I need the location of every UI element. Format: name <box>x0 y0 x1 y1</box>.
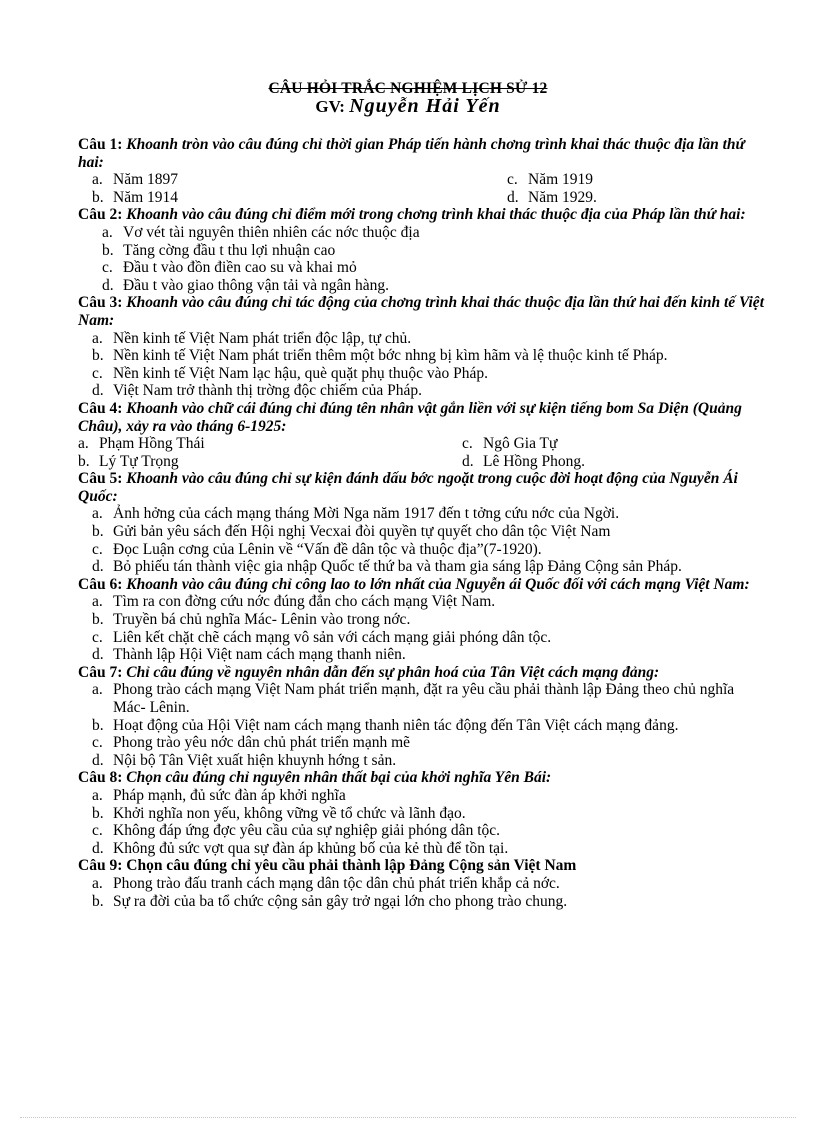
question-5: Câu 5: Khoanh vào câu đúng chỉ sự kiện đánh dấu bớc ngoặt trong cuộc đời hoạt động của Nguyễn Ái Quốc: a. Ảnh hởng của cách mạng tháng Mời Nga năm 1917 đến t tởng cứu nớc của Ngời. b. Gửi bản yêu sách đến Hội nghị Vecxai đòi quyền tự quyết cho dân tộc Việt Nam c. Đọc Luận cơng của Lênin về “Vấn đề dân tộc và thuộc địa”(7-1920). d. Bỏ phiếu tán thành việc gia nhập Quốc tế thứ ba và tham gia sáng lập Đảng Cộng sản Pháp. <box>78 470 738 576</box>
question-label: Câu 1 <box>78 136 118 153</box>
option-text: Phong trào đấu tranh cách mạng dân tộc dân chủ phát triển khắp cả nớc. <box>113 874 560 892</box>
question-6: Câu 6: Khoanh vào câu đúng chỉ công lao to lớn nhất của Nguyễn ái Quốc đối với cách mạng Việt Nam: a. Tìm ra con đờng cứu nớc đúng đắn cho cách mạng Việt Nam. b. Truyền bá chủ nghĩa Mác- Lênin vào trong nớc. c. Liên kết chặt chẽ cách mạng vô sản với cách mạng giải phóng dân tộc. d. Thành lập Hội Việt nam cách mạng thanh niên. <box>78 575 750 664</box>
option-letter: d. <box>92 646 104 664</box>
option-text: Ngô Gia Tự <box>483 435 558 453</box>
question-text: Khoanh vào câu đúng chỉ điểm mới trong chơng trình khai thác thuộc địa của Pháp lần thứ hai: <box>126 206 746 224</box>
option-text: Thành lập Hội Việt nam cách mạng thanh niên. <box>113 646 406 664</box>
option-text: Lê Hồng Phong. <box>483 452 586 470</box>
option-letter: a. <box>92 593 103 611</box>
question-text: Khoanh vào câu đúng chỉ tác động của chơng trình khai thác thuộc địa lần thứ hai đến kinh tế Việt Nam: <box>78 294 764 329</box>
option-text: Năm 1929. <box>528 188 597 206</box>
option-text: Sự ra đời của ba tổ chức cộng sản gây trở ngại lớn cho phong trào chung. <box>113 892 568 910</box>
question-9: Câu 9: Chọn câu đúng chỉ yêu cầu phải thành lập Đảng Cộng sản Việt Nam a. Phong trào đấu tranh cách mạng dân tộc dân chủ phát triển khắp cả nớc. b. Sự ra đời của ba tổ chức cộng sản gây trở ngại lớn cho phong trào chung. <box>78 857 577 910</box>
option-letter: c. <box>102 259 113 277</box>
question-label: Câu 3 <box>78 294 118 312</box>
question-label: Câu 5 <box>78 470 118 488</box>
option-letter: b. <box>92 611 104 629</box>
option-text: Lý Tự Trọng <box>99 452 179 470</box>
question-text: Chỉ câu đúng về nguyên nhân dẫn đến sự phân hoá của Tân Việt cách mạng đảng: <box>126 663 660 681</box>
option-text: Năm 1897 <box>113 171 179 189</box>
option-text: Việt Nam trở thành thị trờng độc chiếm của Pháp. <box>113 382 423 400</box>
option-letter: c. <box>462 435 473 453</box>
option-text: Pháp mạnh, đủ sức đàn áp khởi nghĩa <box>113 786 346 804</box>
question-4: Câu 4: Khoanh vào chữ cái đúng chỉ đúng tên nhân vật gắn liền với sự kiện tiếng bom Sa Diện (Quảng Châu), xảy ra vào tháng 6-1925: a. Phạm Hồng Thái c. Ngô Gia Tự b. Lý Tự Trọng d. Lê Hồng Phong. <box>78 399 742 470</box>
question-7: Câu 7: Chỉ câu đúng về nguyên nhân dẫn đến sự phân hoá của Tân Việt cách mạng đảng: a. Phong trào cách mạng Việt Nam phát triển mạnh, đặt ra yêu cầu phải thành lập Đảng theo chủ nghĩa Mác- Lênin. b. Hoạt động của Hội Việt nam cách mạng thanh niên tác động đến Tân Việt cách mạng đảng. c. Phong trào yêu nớc dân chủ phát triển mạnh mẽ d. Nội bộ Tân Việt xuất hiện khuynh hớng t sản. <box>78 664 768 770</box>
option-letter: d. <box>92 751 104 769</box>
option-text: Phạm Hồng Thái <box>99 435 205 453</box>
option-letter: c. <box>92 822 103 840</box>
question-text: Chọn câu đúng chỉ yêu cầu phải thành lập Đảng Cộng sản Việt Nam <box>126 857 577 875</box>
document-title: CÂU HỎI TRẮC NGHIỆM LỊCH SỬ 12 <box>268 80 548 97</box>
option-letter: b. <box>92 347 104 365</box>
option-text: Nội bộ Tân Việt xuất hiện khuynh hớng t sản. <box>113 751 397 769</box>
question-text: Khoanh vào câu đúng chỉ công lao to lớn nhất của Nguyễn ái Quốc đối với cách mạng Việt Nam: <box>126 575 750 593</box>
option-text: Nền kinh tế Việt Nam phát triển độc lập, tự chủ. <box>113 329 412 347</box>
question-1: Câu 1: Khoanh tròn vào câu đúng chỉ thời gian Pháp tiến hành chơng trình khai thác thuộc địa lần thứ hai: a. Năm 1897 c. Năm 1919 b. Năm 1914 d. Năm 1929. <box>78 136 745 206</box>
option-letter: a. <box>92 786 103 804</box>
question-label: Câu 9 <box>78 857 118 875</box>
question-list <box>78 136 768 910</box>
question-text: Khoanh vào câu đúng chỉ sự kiện đánh dấu bớc ngoặt trong cuộc đời hoạt động của Nguyễn Ái Quốc: <box>78 470 738 505</box>
page-bottom-divider <box>20 1117 796 1118</box>
option-letter: a. <box>92 874 103 892</box>
option-text: Không đủ sức vợt qua sự đàn áp khủng bố của kẻ thù để tồn tại. <box>113 839 509 857</box>
question-3: Câu 3: Khoanh vào câu đúng chỉ tác động của chơng trình khai thác thuộc địa lần thứ hai đến kinh tế Việt Nam: a. Nền kinh tế Việt Nam phát triển độc lập, tự chủ. b. Nền kinh tế Việt Nam phát triển thêm một bớc nhng bị kìm hãm và lệ thuộc kinh tế Pháp. c. Nền kinh tế Việt Nam lạc hậu, què quặt phụ thuộc vào Pháp. d. Việt Nam trở thành thị trờng độc chiếm của Pháp. <box>78 294 764 400</box>
option-letter: c. <box>507 171 518 189</box>
option-letter: c. <box>92 734 103 752</box>
option-letter: a. <box>78 435 89 453</box>
option-letter: b. <box>92 523 104 541</box>
question-label: Câu 6 <box>78 575 118 593</box>
option-text: Ảnh hởng của cách mạng tháng Mời Nga năm 1917 đến t tởng cứu nớc của Ngời. <box>113 505 620 523</box>
option-letter: d. <box>102 276 114 294</box>
option-text: Phong trào yêu nớc dân chủ phát triển mạnh mẽ <box>113 734 411 752</box>
option-letter: a. <box>92 171 103 189</box>
option-text: Gửi bản yêu sách đến Hội nghị Vecxai đòi quyền tự quyết cho dân tộc Việt Nam <box>113 523 611 541</box>
question-label: Câu 2 <box>78 206 118 224</box>
option-text: Tìm ra con đờng cứu nớc đúng đắn cho cách mạng Việt Nam. <box>113 593 496 611</box>
option-letter: a. <box>92 505 103 523</box>
option-text: Liên kết chặt chẽ cách mạng vô sản với cách mạng giải phóng dân tộc. <box>113 628 552 646</box>
option-text: Khởi nghĩa non yếu, không vững về tổ chức và lãnh đạo. <box>113 804 466 822</box>
option-letter: b. <box>92 716 104 734</box>
option-letter: d. <box>92 558 104 576</box>
option-letter: a. <box>102 223 113 241</box>
option-letter: c. <box>92 364 103 382</box>
teacher-name: Nguyễn Hải Yến <box>349 95 501 117</box>
option-text: Bỏ phiếu tán thành việc gia nhập Quốc tế thứ ba và tham gia sáng lập Đảng Cộng sản Pháp. <box>113 558 682 576</box>
option-letter: a. <box>92 681 103 699</box>
option-text: Đầu t vào giao thông vận tải và ngân hàng. <box>123 276 390 294</box>
option-text: Đầu t vào đồn điền cao su và khai mỏ <box>123 259 357 277</box>
option-text: Truyền bá chủ nghĩa Mác- Lênin vào trong nớc. <box>113 611 411 629</box>
option-text: Không đáp ứng đợc yêu cầu của sự nghiệp giải phóng dân tộc. <box>113 822 501 840</box>
option-letter: b. <box>78 452 90 470</box>
option-letter: b. <box>92 188 104 206</box>
option-letter: d. <box>92 839 104 857</box>
option-text: Nền kinh tế Việt Nam lạc hậu, què quặt phụ thuộc vào Pháp. <box>113 364 488 382</box>
option-letter: c. <box>92 628 103 646</box>
question-label: Câu 4 <box>78 399 118 417</box>
question-text: Khoanh vào chữ cái đúng chỉ đúng tên nhân vật gắn liền với sự kiện tiếng bom Sa Diện (Quảng Châu), xảy ra vào tháng 6-1925: <box>78 399 742 435</box>
option-letter: b. <box>92 804 104 822</box>
question-text: Chọn câu đúng chỉ nguyên nhân thất bại của khởi nghĩa Yên Bái: <box>126 769 552 787</box>
question-label: Câu 8 <box>78 769 118 787</box>
option-letter: d. <box>92 382 104 400</box>
option-letter: a. <box>92 329 103 347</box>
option-text: Năm 1914 <box>113 188 179 206</box>
option-text: Phong trào cách mạng Việt Nam phát triển mạnh, đặt ra yêu cầu phải thành lập Đảng theo chủ nghĩa Mác- Lênin. <box>113 681 735 716</box>
teacher-line <box>0 95 816 117</box>
question-8: Câu 8: Chọn câu đúng chỉ nguyên nhân thất bại của khởi nghĩa Yên Bái: a. Pháp mạnh, đủ sức đàn áp khởi nghĩa b. Khởi nghĩa non yếu, không vững về tổ chức và lãnh đạo. c. Không đáp ứng đợc yêu cầu của sự nghiệp giải phóng dân tộc. d. Không đủ sức vợt qua sự đàn áp khủng bố của kẻ thù để tồn tại. <box>78 769 552 857</box>
option-text: Đọc Luận cơng của Lênin về “Vấn đề dân tộc và thuộc địa”(7-1920). <box>113 540 542 558</box>
option-letter: c. <box>92 540 103 558</box>
option-letter: d. <box>507 188 519 206</box>
option-text: Năm 1919 <box>528 171 594 189</box>
option-letter: b. <box>92 892 104 910</box>
option-letter: d. <box>462 452 474 470</box>
option-letter: b. <box>102 241 114 259</box>
option-text: Nền kinh tế Việt Nam phát triển thêm một bớc nhng bị kìm hãm và lệ thuộc kinh tế Pháp. <box>113 347 668 365</box>
option-text: Tăng cờng đầu t thu lợi nhuận cao <box>123 241 336 259</box>
question-text: Khoanh tròn vào câu đúng chỉ thời gian Pháp tiến hành chơng trình khai thác thuộc địa lần thứ hai: <box>78 136 745 171</box>
option-text: Vơ vét tài nguyên thiên nhiên các nớc thuộc địa <box>123 223 420 241</box>
option-text: Hoạt động của Hội Việt nam cách mạng thanh niên tác động đến Tân Việt cách mạng đảng. <box>113 716 679 734</box>
question-2: Câu 2: Khoanh vào câu đúng chỉ điểm mới trong chơng trình khai thác thuộc địa của Pháp lần thứ hai: a. Vơ vét tài nguyên thiên nhiên các nớc thuộc địa b. Tăng cờng đầu t thu lợi nhuận cao c. Đầu t vào đồn điền cao su và khai mỏ d. Đầu t vào giao thông vận tải và ngân hàng. <box>78 206 746 294</box>
question-label: Câu 7 <box>78 663 118 681</box>
teacher-prefix: GV: <box>315 97 350 116</box>
